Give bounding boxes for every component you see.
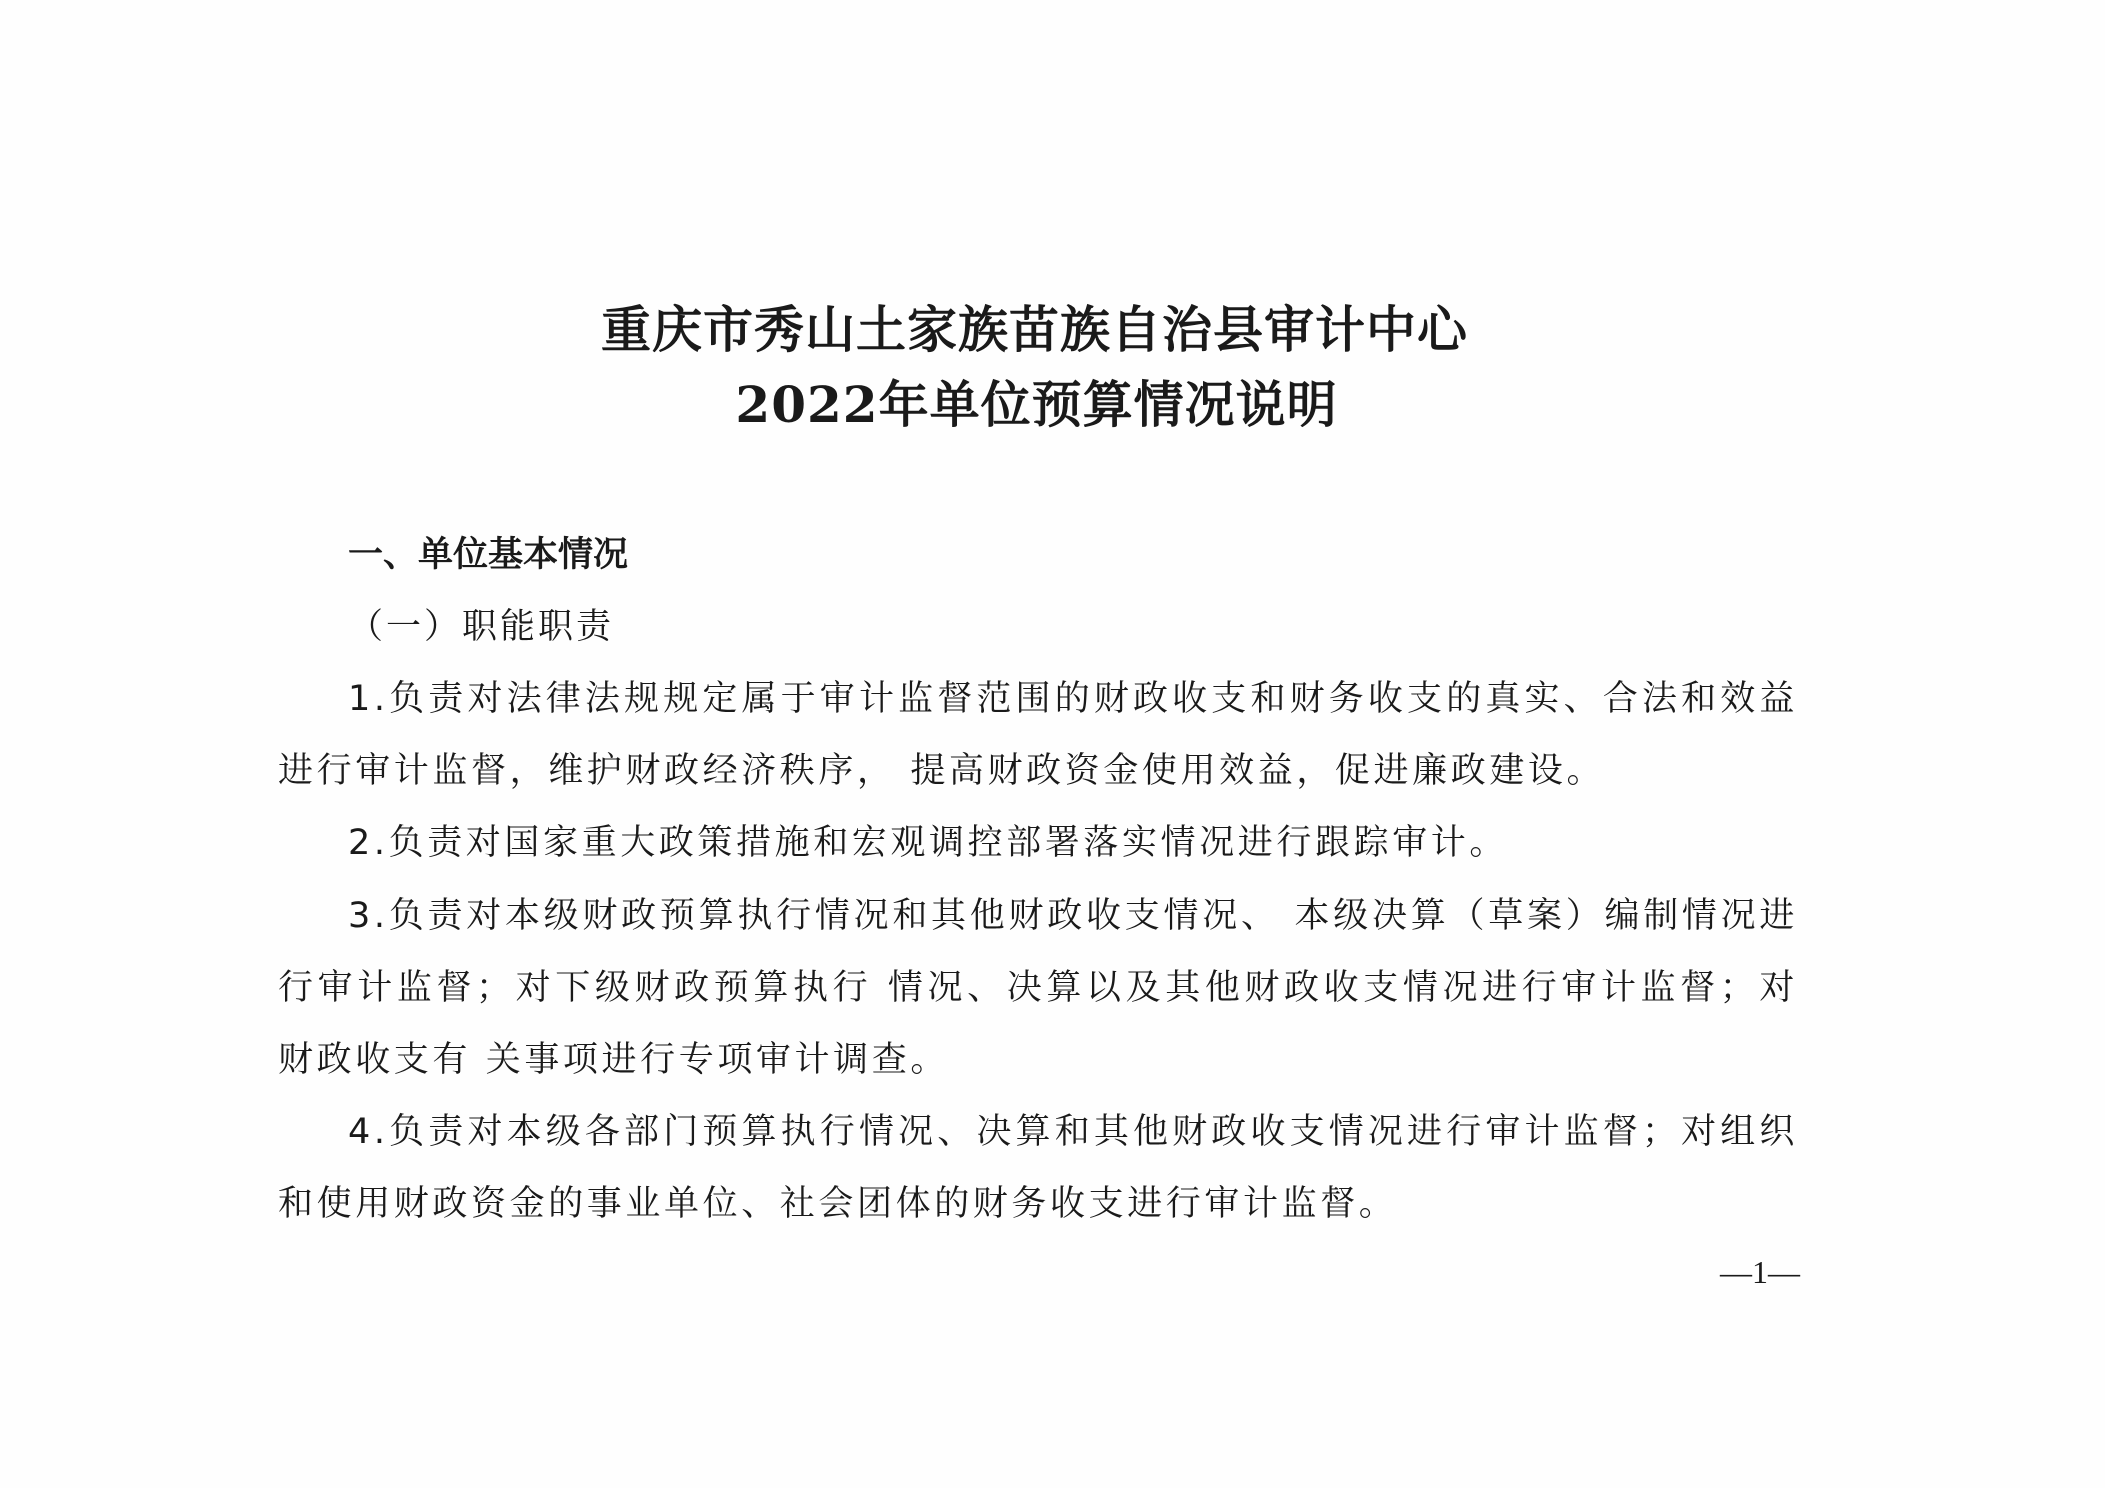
document-title-line1: 重庆市秀山土家族苗族自治县审计中心 <box>601 300 1468 359</box>
paragraph-2: 2.负责对国家重大政策措施和宏观调控部署落实情况进行跟踪审计。 <box>348 823 1508 863</box>
document-title-line2: 2022年单位预算情况说明 <box>735 375 1338 434</box>
page-number: —1— <box>1720 1254 1800 1290</box>
paragraph-3: 3.负责对本级财政预算执行情况和其他财政收支情况、 本级决算（草案）编制情况进行审计监督；对下级财政预算执行 情况、决算以及其他财政收支情况进行审计监督；对财政收支有 关事项进行专项审计调查。 <box>278 896 1798 1080</box>
subsection-heading: （一）职能职责 <box>348 607 615 647</box>
section-heading: 一、单位基本情况 <box>348 535 629 575</box>
paragraph-1: 1.负责对法律法规规定属于审计监督范围的财政收支和财务收支的真实、合法和效益进行审计监督，维护财政经济秩序， 提高财政资金使用效益，促进廉政建设。 <box>278 679 1798 791</box>
paragraph-4: 4.负责对本级各部门预算执行情况、决算和其他财政收支情况进行审计监督；对组织和使用财政资金的事业单位、社会团体的财务收支进行审计监督。 <box>278 1112 1798 1224</box>
